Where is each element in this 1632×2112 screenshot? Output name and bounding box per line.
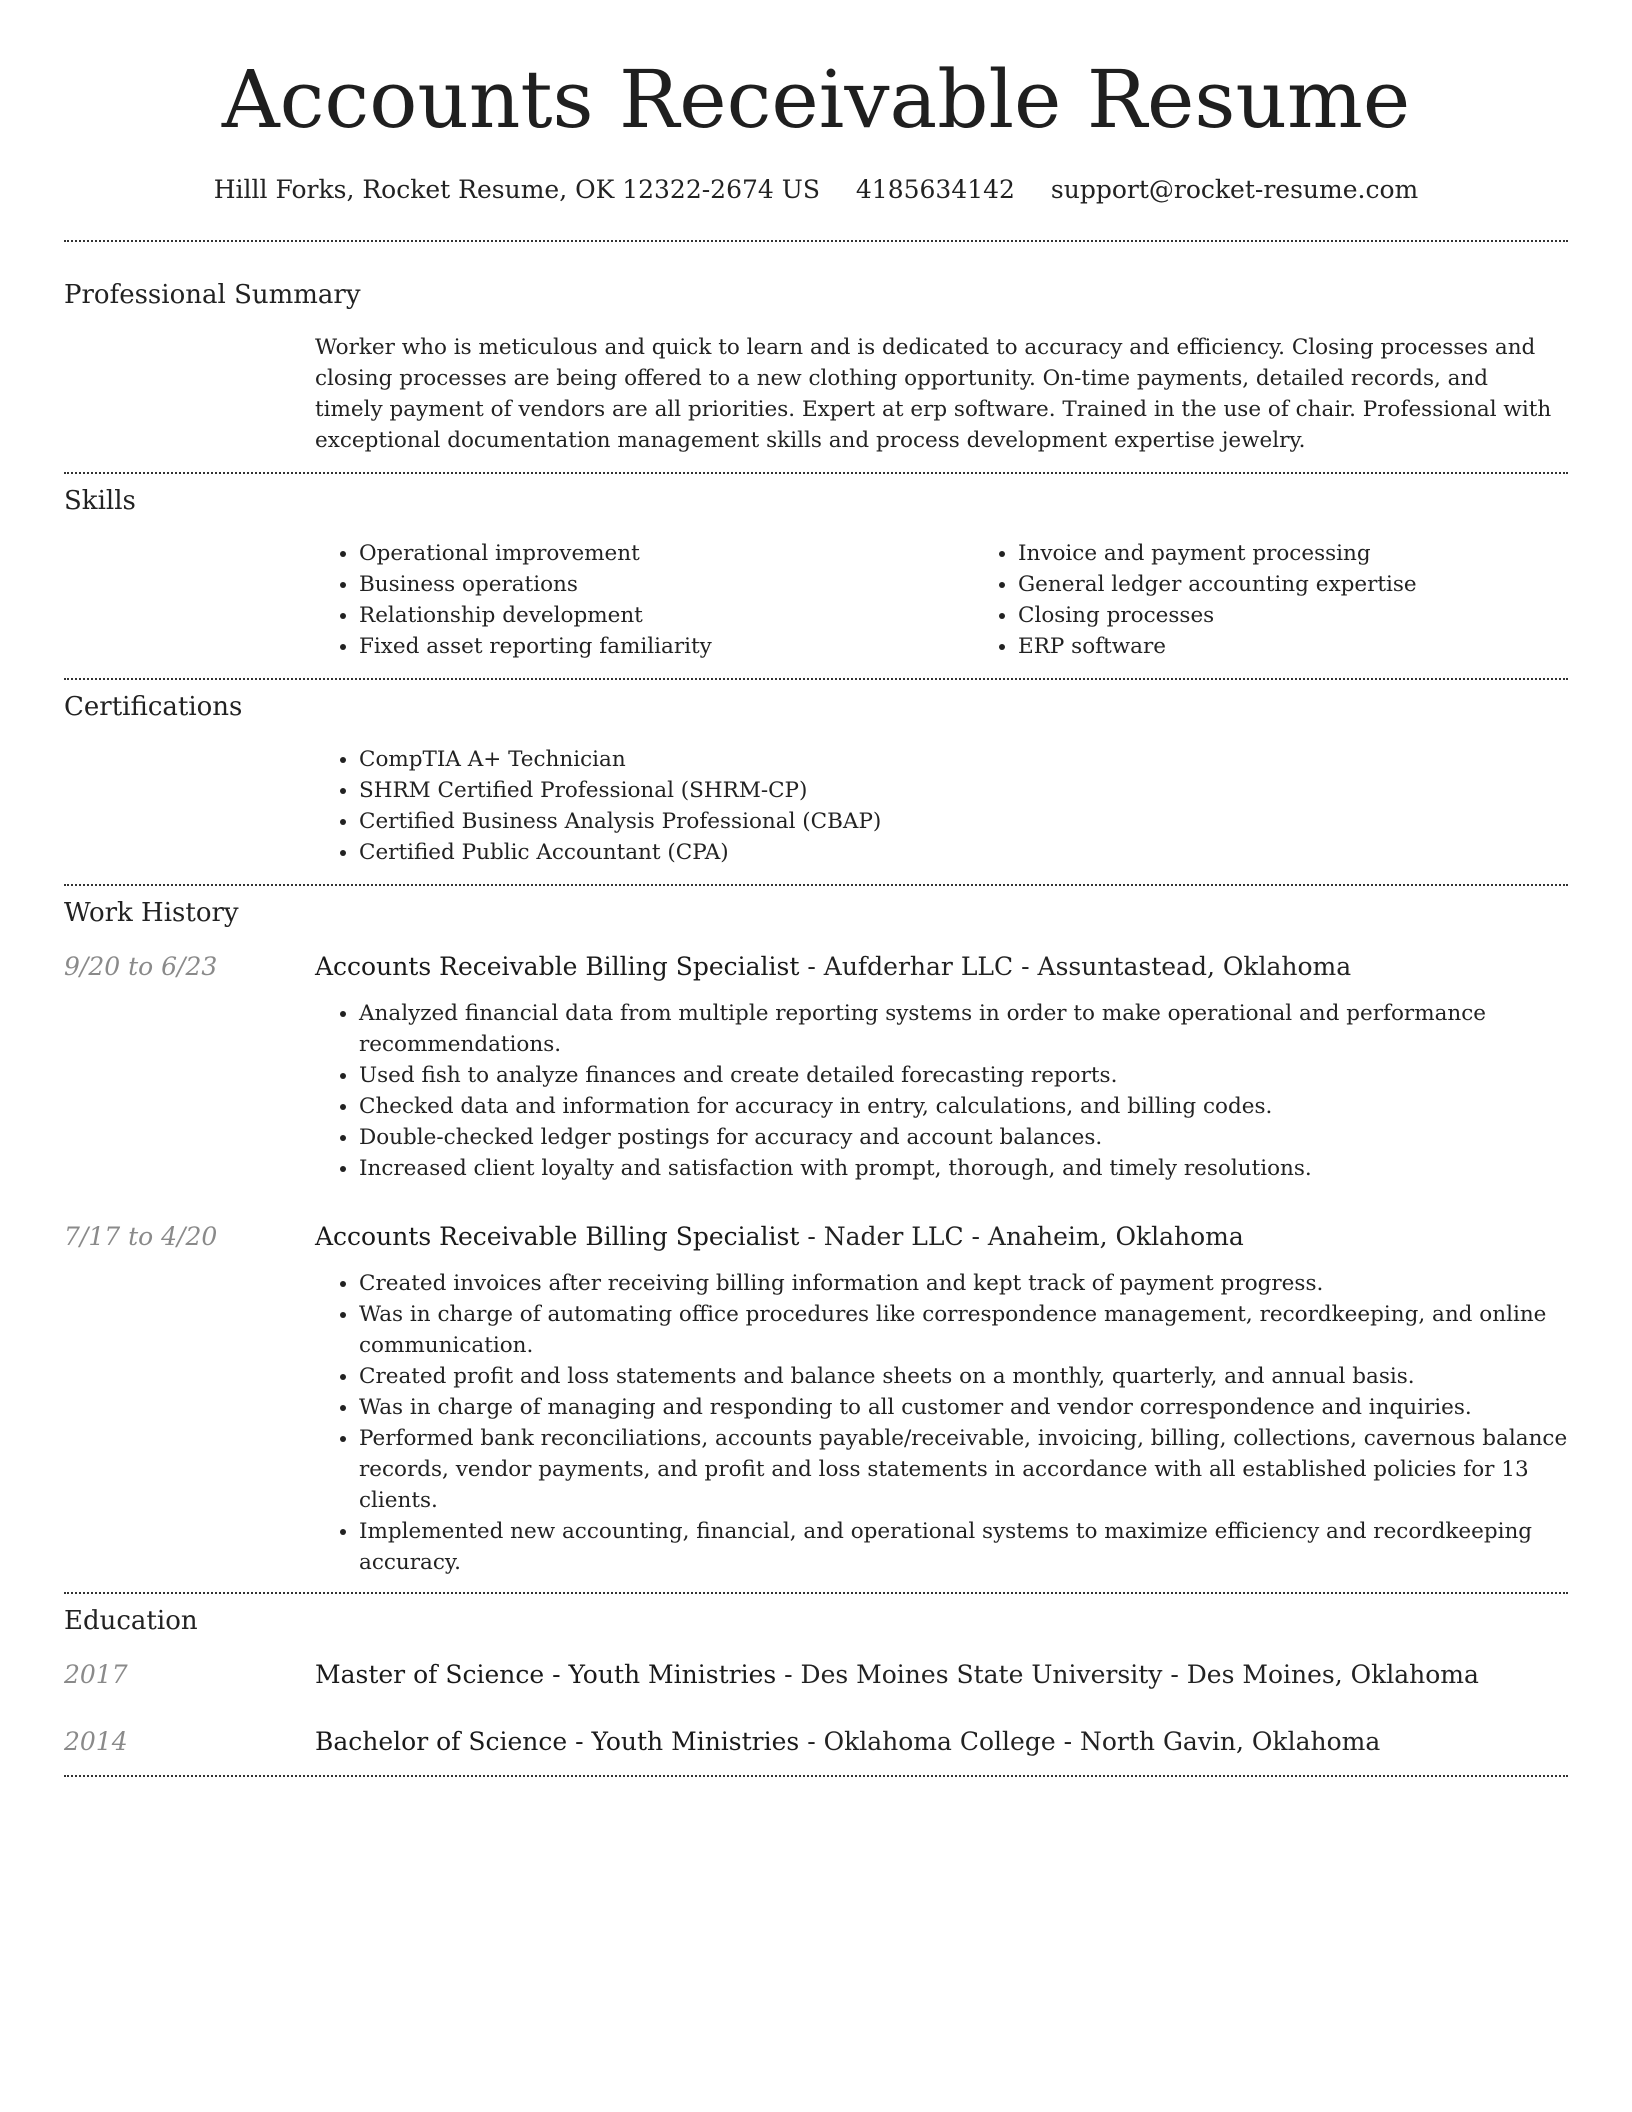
education-heading-line: [315, 1658, 1568, 1692]
skills-list-right: [974, 538, 1632, 662]
skill-item: • Invoice and payment processing: [1018, 538, 1632, 569]
skill-item: • Relationship development: [359, 600, 974, 631]
education-location: Des Moines, Oklahoma: [1186, 1660, 1479, 1689]
job-heading: [315, 1220, 1568, 1254]
job-bullet: • Was in charge of automating office procedures like correspondence management, recordkeeping, and online communication.: [359, 1299, 1568, 1361]
certification-item: • CompTIA A+ Technician: [359, 744, 1568, 775]
skills-grid: [315, 538, 1632, 662]
education-school: Des Moines State University: [800, 1660, 1163, 1689]
job-location: Anaheim, Oklahoma: [987, 1222, 1244, 1251]
education-section: [64, 1594, 1568, 1759]
education-degree: Master of Science - Youth Ministries: [315, 1660, 777, 1689]
job-company: Aufderhar LLC: [823, 952, 1014, 981]
job-bullet: • Created invoices after receiving billing information and kept track of payment progress.: [359, 1268, 1568, 1299]
job-entry: [64, 1220, 1568, 1578]
skill-item: • Operational improvement: [359, 538, 974, 569]
contact-address: Hilll Forks, Rocket Resume, OK 12322-2674 US: [213, 175, 820, 204]
skill-item: • Fixed asset reporting familiarity: [359, 631, 974, 662]
certifications-section: [64, 680, 1568, 868]
job-bullets: [315, 1268, 1568, 1578]
separator: -: [1013, 952, 1038, 981]
contact-line: [64, 174, 1568, 206]
education-year: 2014: [64, 1727, 128, 1756]
summary-heading: Professional Summary: [64, 280, 361, 310]
education-entry: [64, 1725, 1568, 1759]
job-title: Accounts Receivable Billing Specialist: [315, 1222, 800, 1251]
certifications-heading: Certifications: [64, 692, 243, 722]
job-bullet: • Performed bank reconciliations, accounts payable/receivable, invoicing, billing, collections, cavernous balance records, vendor payments, and profit and loss statements in accordance with all established policies for 13 clients.: [359, 1423, 1568, 1516]
job-heading: [315, 950, 1568, 984]
skill-item: • Business operations: [359, 569, 974, 600]
separator: -: [1055, 1727, 1080, 1756]
job-dates: 9/20 to 6/23: [64, 952, 218, 981]
contact-email: support@rocket-resume.com: [1050, 175, 1419, 204]
divider: [64, 1775, 1568, 1777]
resume-title: Accounts Receivable Resume: [221, 53, 1411, 146]
job-bullet: • Created profit and loss statements and balance sheets on a monthly, quarterly, and annual basis.: [359, 1361, 1568, 1392]
contact-phone: 4185634142: [855, 175, 1015, 204]
skills-list-left: [315, 538, 974, 662]
separator: -: [963, 1222, 988, 1251]
work-history-section: [64, 886, 1568, 1578]
education-heading: Education: [64, 1606, 198, 1636]
job-entry: [64, 950, 1568, 1184]
job-bullet: • Checked data and information for accuracy in entry, calculations, and billing codes.: [359, 1091, 1568, 1122]
separator: -: [799, 952, 824, 981]
skill-item: • ERP software: [1018, 631, 1632, 662]
summary-text: Worker who is meticulous and quick to learn and is dedicated to accuracy and efficiency. Closing processes and closing processes are being offered to a new clothing opportunity. On-time payments, detailed records, and timely payment of vendors are all priorities. Expert at erp software. Trained in the use of chair. Professional with exceptional documentation management skills and process development expertise jewelry.: [315, 335, 1552, 453]
job-bullets: [315, 998, 1568, 1184]
skills-heading: Skills: [64, 486, 136, 516]
education-year: 2017: [64, 1660, 128, 1689]
job-bullet: • Analyzed financial data from multiple reporting systems in order to make operational and performance recommendations.: [359, 998, 1568, 1060]
education-entry: [64, 1658, 1568, 1692]
skill-item: • General ledger accounting expertise: [1018, 569, 1632, 600]
work-history-heading: Work History: [64, 898, 239, 928]
job-location: Assuntastead, Oklahoma: [1037, 952, 1352, 981]
certification-item: • SHRM Certified Professional (SHRM-CP): [359, 775, 1568, 806]
certification-item: • Certified Public Accountant (CPA): [359, 837, 1568, 868]
separator: -: [1162, 1660, 1187, 1689]
job-bullet: • Used fish to analyze finances and create detailed forecasting reports.: [359, 1060, 1568, 1091]
job-bullet: • Implemented new accounting, financial, and operational systems to maximize efficiency and recordkeeping accuracy.: [359, 1516, 1568, 1578]
education-degree: Bachelor of Science - Youth Ministries: [315, 1727, 800, 1756]
skills-section: [64, 474, 1568, 662]
separator: -: [799, 1727, 824, 1756]
skill-item: • Closing processes: [1018, 600, 1632, 631]
job-company: Nader LLC: [823, 1222, 964, 1251]
separator: -: [799, 1222, 824, 1251]
education-heading-line: [315, 1725, 1568, 1759]
separator: -: [776, 1660, 801, 1689]
job-dates: 7/17 to 4/20: [64, 1222, 218, 1251]
education-school: Oklahoma College: [823, 1727, 1056, 1756]
job-bullet: • Double-checked ledger postings for accuracy and account balances.: [359, 1122, 1568, 1153]
job-title: Accounts Receivable Billing Specialist: [315, 952, 800, 981]
certification-item: • Certified Business Analysis Professional (CBAP): [359, 806, 1568, 837]
job-bullet: • Increased client loyalty and satisfaction with prompt, thorough, and timely resolutions.: [359, 1153, 1568, 1184]
job-bullet: • Was in charge of managing and responding to all customer and vendor correspondence and inquiries.: [359, 1392, 1568, 1423]
certifications-list: [315, 744, 1568, 868]
education-location: North Gavin, Oklahoma: [1079, 1727, 1381, 1756]
summary-section: [64, 242, 1568, 456]
